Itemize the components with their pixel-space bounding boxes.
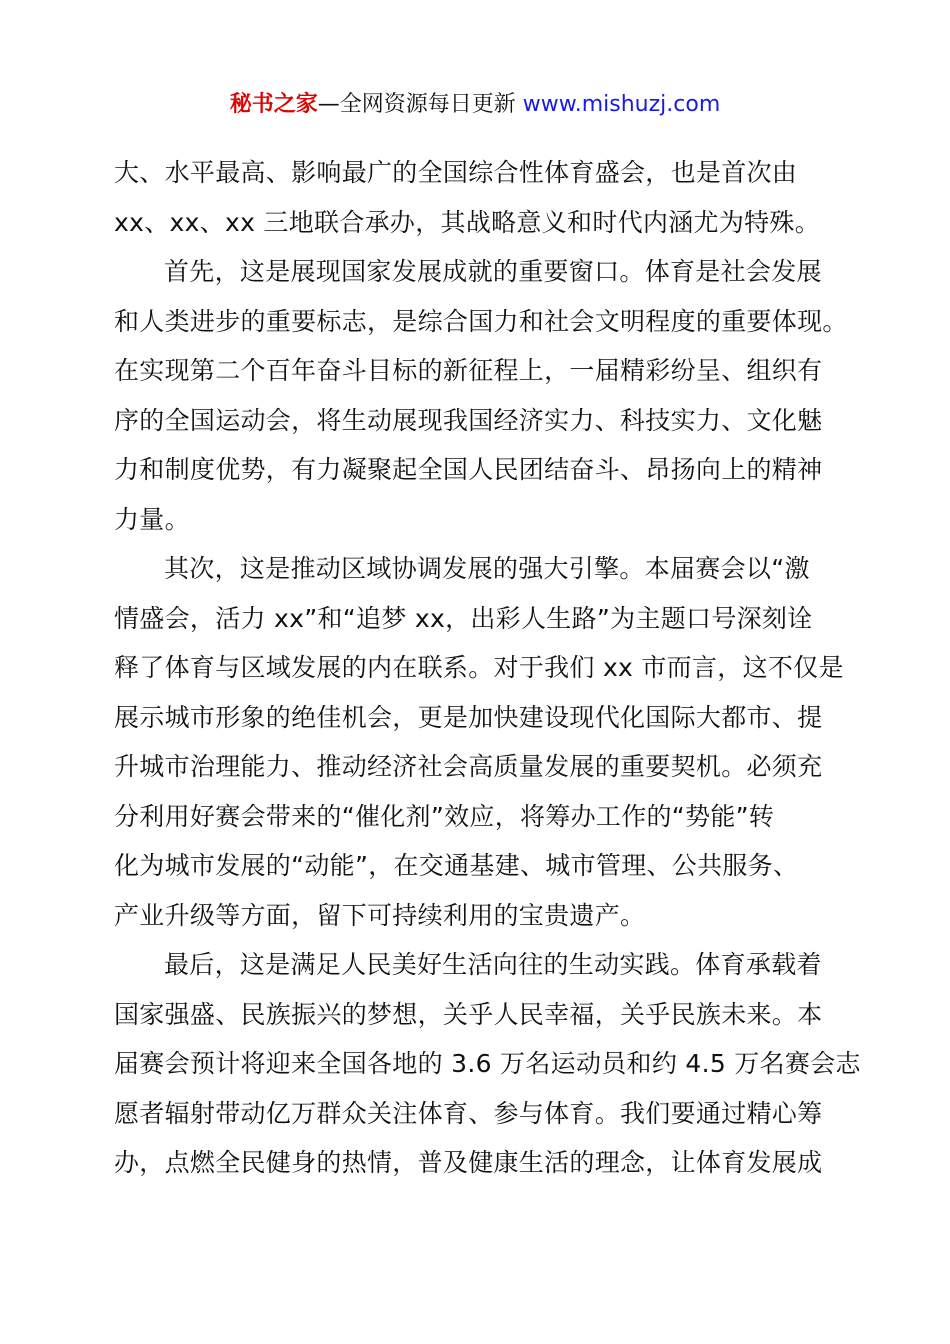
text-line: 情盛会，活力 xx”和“追梦 xx，出彩人生路”为主题口号深刻诠 bbox=[114, 603, 813, 633]
text-line: 升城市治理能力、推动经济社会高质量发展的重要契机。必须充 bbox=[114, 752, 823, 781]
page-header bbox=[0, 88, 950, 122]
document-body bbox=[114, 148, 861, 1188]
text-line: 国家强盛、民族振兴的梦想，关乎人民幸福，关乎民族未来。本 bbox=[114, 999, 823, 1029]
paragraph-start-line: 其次，这是推动区域协调发展的强大引擎。本届赛会以“激 bbox=[164, 554, 810, 583]
text-line: 办，点燃全民健身的热情，普及健康生活的理念，让体育发展成 bbox=[114, 1148, 823, 1177]
text-line: 力和制度优势，有力凝聚起全国人民团结奋斗、昂扬向上的精神 bbox=[114, 455, 823, 484]
site-url[interactable]: www.mishuzj.com bbox=[522, 92, 721, 117]
text-line: 和人类进步的重要标志，是综合国力和社会文明程度的重要体现。 bbox=[114, 306, 848, 336]
text-line: 产业升级等方面，留下可持续利用的宝贵遗产。 bbox=[114, 900, 646, 930]
text-line: 序的全国运动会，将生动展现我国经济实力、科技实力、文化魅 bbox=[114, 405, 823, 435]
paragraph-start-line: 首先，这是展现国家发展成就的重要窗口。体育是社会发展 bbox=[164, 257, 822, 286]
text-line: 在实现第二个百年奋斗目标的新征程上，一届精彩纷呈、组织有 bbox=[114, 356, 823, 385]
brand-name: 秘书之家 bbox=[229, 92, 318, 117]
text-line: 释了体育与区域发展的内在联系。对于我们 xx 市而言，这不仅是 bbox=[114, 653, 844, 682]
text-line: 化为城市发展的“动能”，在交通基建、城市管理、公共服务、 bbox=[114, 851, 799, 880]
text-line: 分利用好赛会带来的“催化剂”效应，将筹办工作的“势能”转 bbox=[114, 801, 775, 831]
paragraph-start-line: 最后，这是满足人民美好生活向往的生动实践。体育承载着 bbox=[164, 950, 822, 979]
text-line: 展示城市形象的绝佳机会，更是加快建设现代化国际大都市、提 bbox=[114, 702, 823, 732]
text-line: xx、xx、xx 三地联合承办，其战略意义和时代内涵尤为特殊。 bbox=[114, 207, 821, 237]
header-tagline: —全网资源每日更新 bbox=[317, 92, 523, 117]
text-line: 大、水平最高、影响最广的全国综合性体育盛会，也是首次由 bbox=[114, 158, 798, 187]
text-line: 届赛会预计将迎来全国各地的 3.6 万名运动员和约 4.5 万名赛会志 bbox=[114, 1049, 861, 1078]
text-line: 力量。 bbox=[114, 504, 190, 534]
text-line: 愿者辐射带动亿万群众关注体育、参与体育。我们要通过精心筹 bbox=[114, 1098, 823, 1128]
